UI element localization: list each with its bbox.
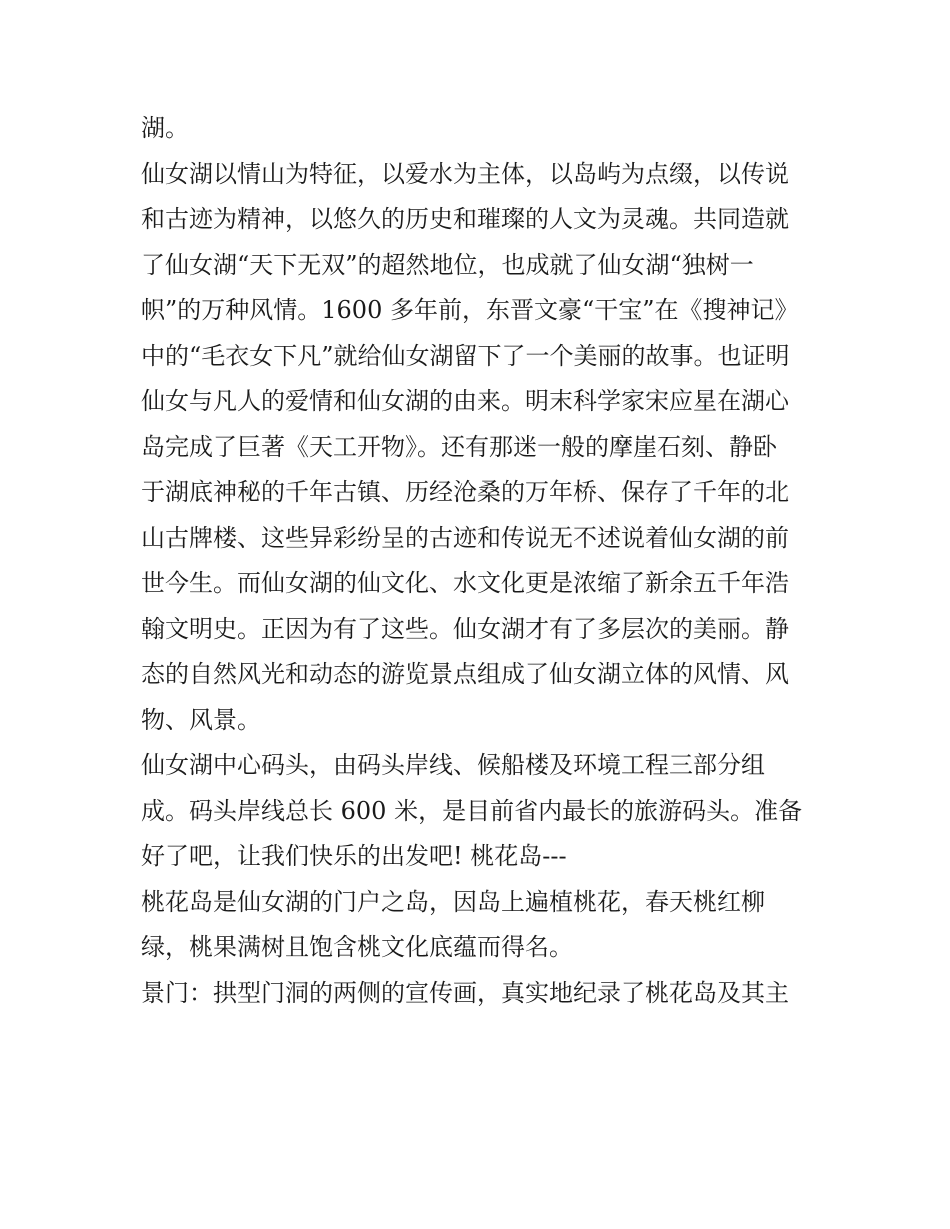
- text-line: 态的自然风光和动态的游览景点组成了仙女湖立体的风情、风: [141, 660, 789, 688]
- text-line: 仙女湖以情山为特征，以爱水为主体，以岛屿为点缀，以传说: [141, 159, 789, 188]
- text-line: 绿，桃果满树且饱含桃文化底蕴而得名。: [141, 933, 573, 961]
- text-line: 中的“毛衣女下凡”就给仙女湖留下了一个美丽的故事。也证明: [141, 341, 790, 370]
- text-line: 岛完成了巨著《天工开物》。还有那迷一般的摩崖石刻、静卧: [141, 432, 777, 461]
- text-line: 翰文明史。正因为有了这些。仙女湖才有了多层次的美丽。静: [141, 614, 789, 643]
- text-line: 景门：拱型门洞的两侧的宣传画，真实地纪录了桃花岛及其主: [141, 978, 789, 1007]
- text-line: 物、风景。: [141, 705, 261, 734]
- text-line: 世今生。而仙女湖的仙文化、水文化更是浓缩了新余五千年浩: [141, 569, 789, 597]
- text-line: 成。码头岸线总长 600 米，是目前省内最长的旅游码头。准备: [141, 796, 803, 825]
- text-line: 仙女与凡人的爱情和仙女湖的由来。明末科学家宋应星在湖心: [141, 387, 789, 415]
- text-line: 帜”的万种风情。1600 多年前，东晋文豪“干宝”在《搜神记》: [141, 296, 799, 324]
- text-line: 了仙女湖“天下无双”的超然地位，也成就了仙女湖“独树一: [141, 250, 754, 279]
- text-line: 于湖底神秘的千年古镇、历经沧桑的万年桥、保存了千年的北: [141, 478, 789, 506]
- text-line: 山古牌楼、这些异彩纷呈的古迹和传说无不述说着仙女湖的前: [141, 523, 789, 552]
- text-line: 仙女湖中心码头，由码头岸线、候船楼及环境工程三部分组: [141, 751, 765, 779]
- body-text: [141, 106, 821, 1016]
- text-line: 桃花岛是仙女湖的门户之岛，因岛上遍植桃花，春天桃红柳: [141, 887, 765, 916]
- text-line: 湖。: [141, 114, 189, 142]
- text-line: 和古迹为精神，以悠久的历史和璀璨的人文为灵魂。共同造就: [141, 205, 789, 233]
- text-line: 好了吧，让我们快乐的出发吧! 桃花岛---: [141, 842, 567, 870]
